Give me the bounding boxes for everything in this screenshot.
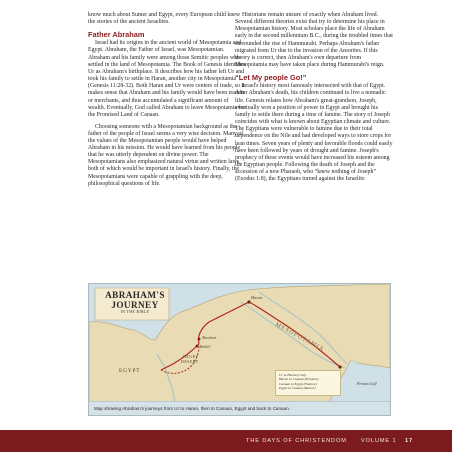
legend-item-3: Canaan to Egypt (Famine) <box>279 381 317 386</box>
right-paragraph-1: Israel's history most famously intersected with that of Egypt. After Abraham's death, his children continued to live a nomadic life. Genesis relates how Abraham's great-grandson, Joseph, eventually won a position of power in Egypt and brought his family to settle there during a time of famine. The story of Joseph coincides with what is known about Egyptian climate and culture. The Egyptians were vulnerable to famine due to their total dependence on the Nile and had developed ways to store crops for lean times. Seven years of plenty and favorable floods could easily have been followed by years of drought and famine. Joseph's prophecy of these events would have increased his esteem among the Egyptian people. Following the death of Joseph and the accession of a new Pharaoh, who “knew nothing of Joseph” (Exodus 1:8), the Egyptians turned against the Israelite <box>235 83 393 183</box>
map-label-persian-gulf: Persian Gulf <box>357 382 377 386</box>
haran-marker <box>247 300 250 303</box>
left-intro-text: know much about Sumer and Egypt, every European child knew the stories of the ancient Israelites. <box>88 12 241 26</box>
map-label-mesopotamia: MESOPOTAMIA <box>274 322 326 353</box>
left-paragraph-2: Choosing someone with a Mesopotamian background as the father of the people of Israel seems a very wise decision. Many of the values of the Mesopotamian people would have helped Abraham in his mission. He would have learned from his people that he was utterly dependent on divine power. The Mesopotamians also emphasized natural virtue and written laws, both of which would be important in Israel's history. Finally, the Mesopotamians were capable of grappling with the deep, philosophical questions of life. <box>88 123 244 187</box>
footer-page-number: 17 <box>405 438 414 444</box>
map-title-line-3: IN THE BIBLE <box>120 310 150 314</box>
right-column <box>235 12 393 183</box>
legend-item-2: Haran to Canaan (Promise) <box>279 377 319 382</box>
map-label-negev: NEGEV <box>183 355 199 359</box>
map-caption: Map showing Abraham's journeys from Ur to Haran, then to Canaan, Egypt and back to Canaan. <box>89 401 390 415</box>
footer-book-title: THE DAYS OF CHRISTENDOM <box>246 438 347 444</box>
map-title-line-2: JOURNEY <box>111 300 159 310</box>
section-heading-father-abraham: Father Abraham <box>88 30 145 40</box>
page-footer <box>0 430 452 452</box>
legend-item-4: Egypt to Canaan (Return) <box>279 386 316 391</box>
map-label-haran: Haran <box>251 295 263 300</box>
bethel-marker <box>196 345 199 348</box>
map-label-shechem: Shechem <box>202 335 217 340</box>
right-intro-text: Historians remain unsure of exactly when Abraham lived. Several different theories exist that try to determine his place in Mesopotamian history. Most scholars place the life of Abraham early in the second millennium B.C., during the troubled times that surrounded the rise of Hammurabi. Perhaps Abraham's father migrated from Ur due to the invasion of the Amorites. If this theory is correct, then Abraham's own departure from Mesopotamia may have taken place during Hammurabi's reign. <box>235 12 393 69</box>
map-label-egypt: EGYPT <box>119 368 141 374</box>
shechem-marker <box>198 338 201 341</box>
legend-item-1: Ur to Haran (Call) <box>279 373 306 377</box>
journey-map <box>88 283 391 416</box>
footer-volume: VOLUME 1 <box>361 438 397 444</box>
left-paragraph-1: Israel had its origins in the ancient world of Mesopotamia and Egypt. Abraham, the Father of Israel, was Mesopotamian. Abraham and his family were among those Semitic peoples who settled in the land of Mesopotamia. The Book of Genesis identifies Ur as Abraham's birthplace. It describes how his father left Ur and took his family to settle in Haran, another city in Mesopotamia (Genesis 11:28-32). Both Haran and Ur were centers of trade, so it makes sense that Abraham and his family would have been traders or merchants, and thus accumulated a significant amount of wealth. Eventually, God called Abraham to leave Mesopotamia for the Promised Land of Canaan. <box>88 40 246 118</box>
map-label-bethel: Bethel <box>200 344 211 349</box>
map-label-desert: DESERT <box>181 360 199 364</box>
section-heading-let-my-people-go: “Let My people Go!” <box>235 73 307 83</box>
map-legend <box>275 370 341 396</box>
map-title <box>104 290 166 317</box>
left-column <box>88 12 246 188</box>
map-title-line-1: ABRAHAM'S <box>105 290 165 300</box>
